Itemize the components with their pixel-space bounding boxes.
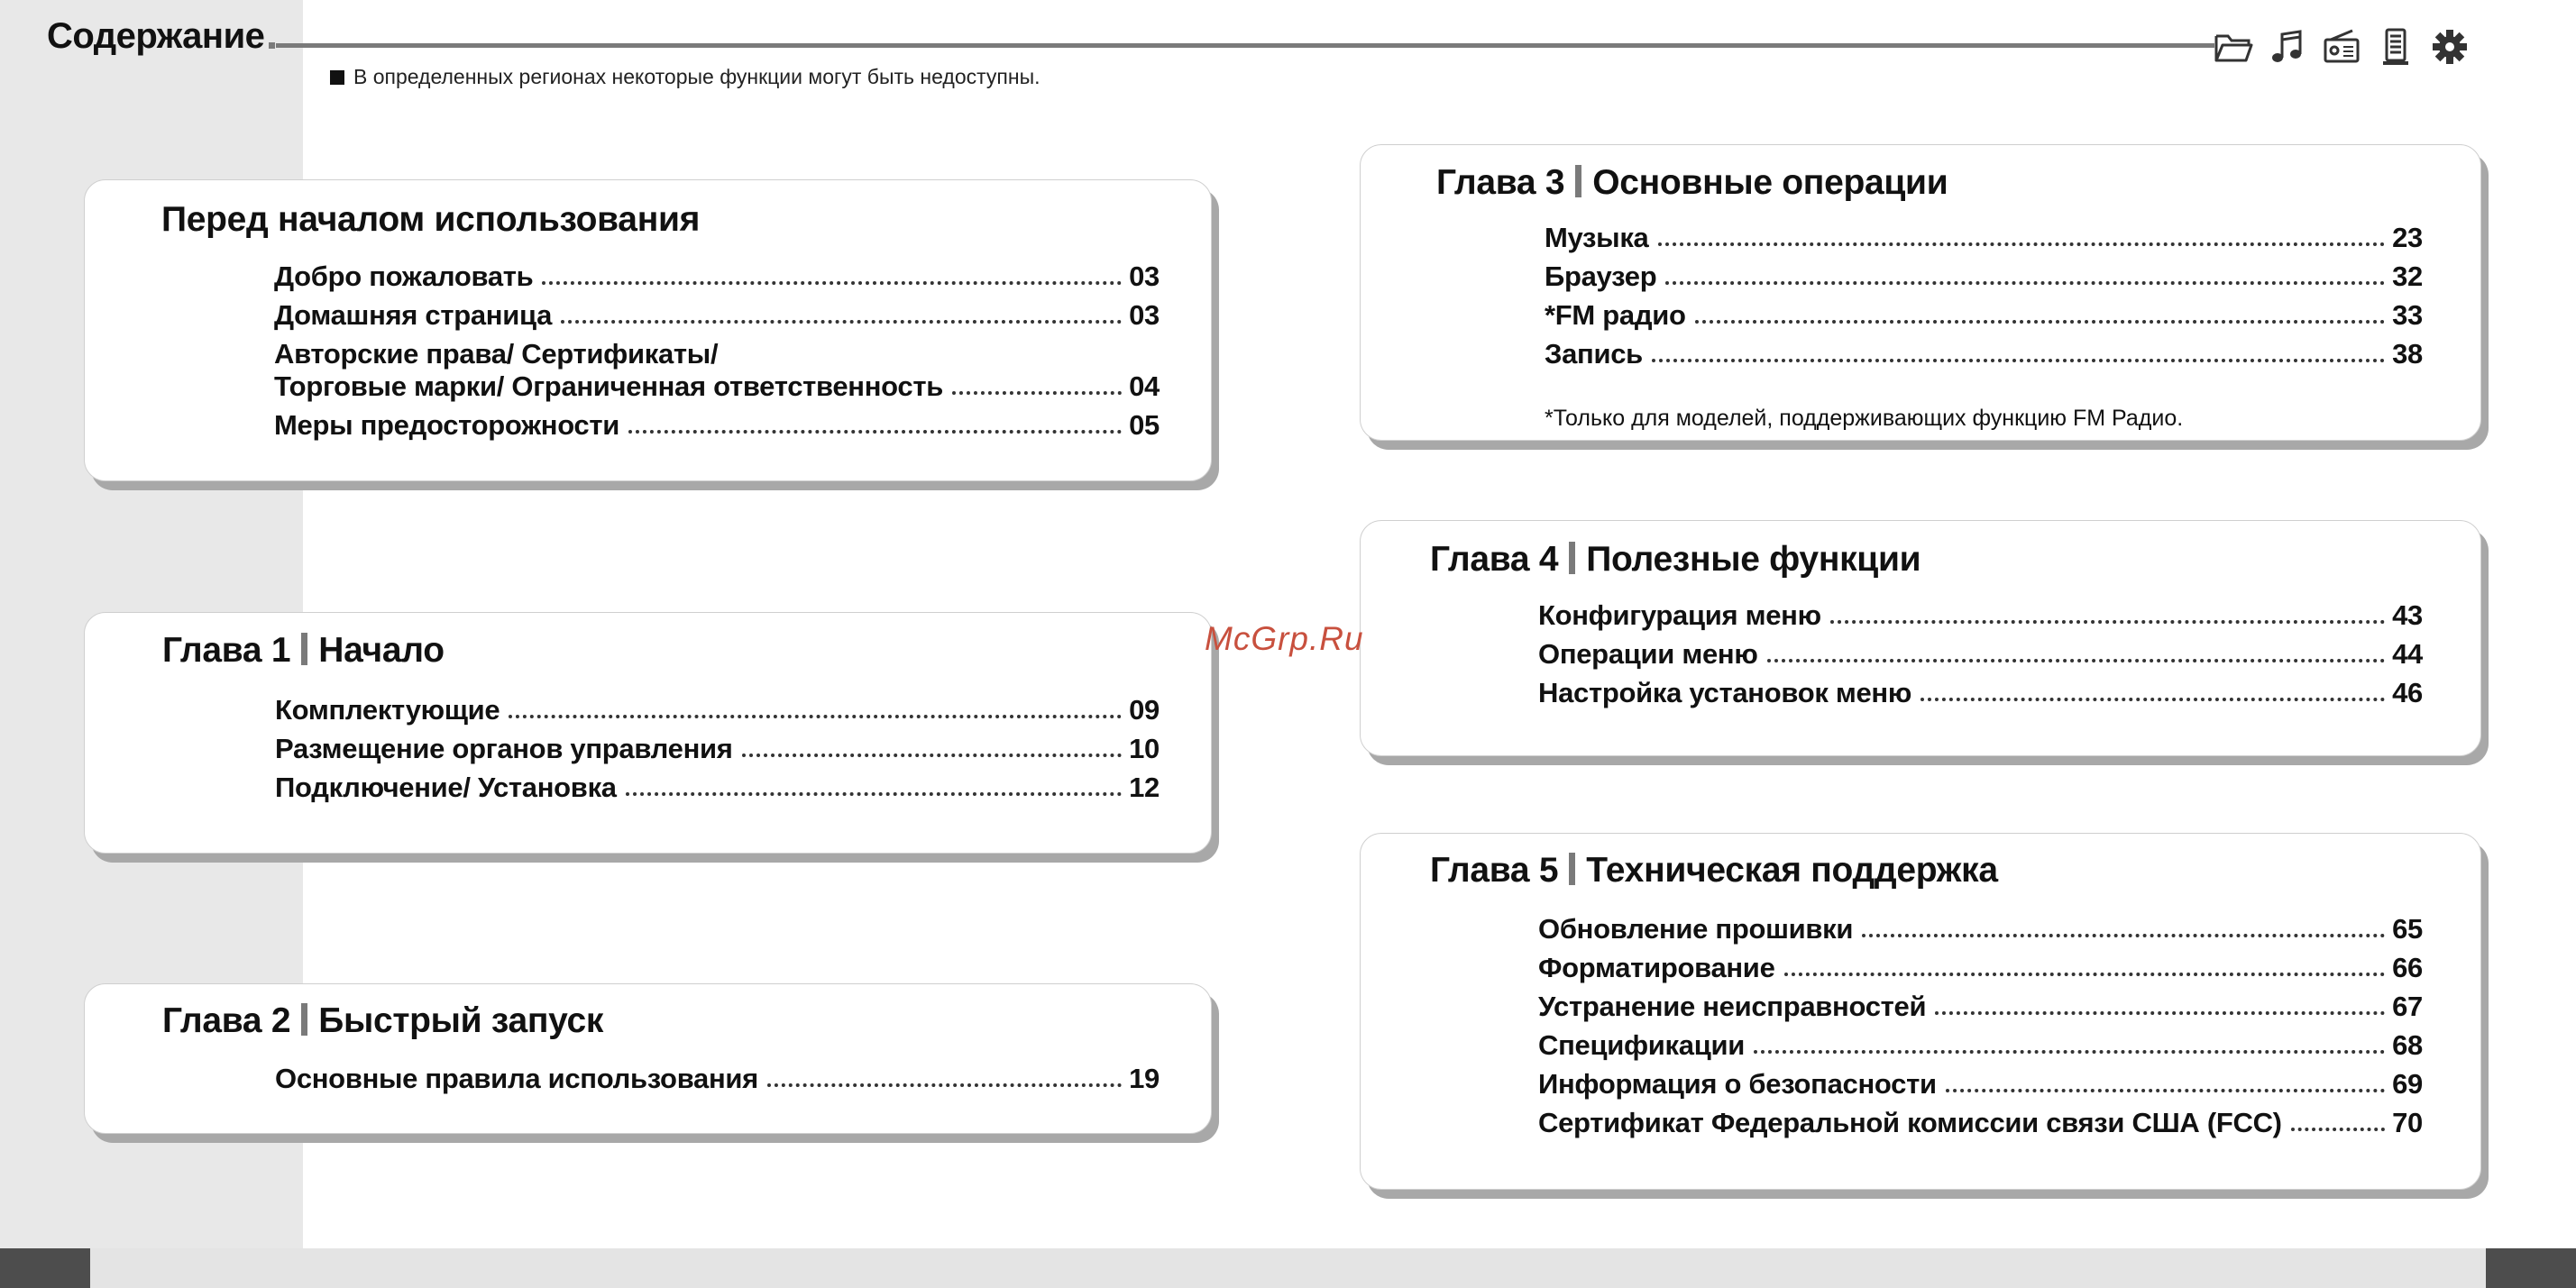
title-rule	[276, 43, 2214, 48]
device-icon[interactable]	[2375, 23, 2416, 70]
dot-leader	[628, 430, 1122, 434]
heading-separator	[301, 633, 307, 665]
chapter-heading	[1430, 540, 1921, 580]
toc-entry-label: Форматирование	[1538, 952, 1775, 983]
toc-entry-label: Настройка установок меню	[1538, 677, 1912, 708]
chapter-heading	[162, 631, 445, 671]
chapter-number: Глава 3	[1436, 163, 1565, 202]
toc-entry-label: Торговые марки/ Ограниченная ответственность	[274, 370, 943, 402]
region-notice	[330, 65, 1040, 89]
toc-entry-page: 10	[1129, 733, 1160, 764]
toc-entry-label: Основные правила использования	[275, 1063, 758, 1094]
toc-entry[interactable]	[274, 260, 1160, 293]
chapter-title: Основные операции	[1592, 163, 1948, 202]
dot-leader	[1935, 1011, 2385, 1015]
toc-entry-page: 03	[1129, 260, 1160, 292]
toc-entry[interactable]	[275, 772, 1160, 804]
toc-entry-page: 03	[1129, 299, 1160, 331]
heading-separator	[1575, 165, 1581, 197]
toc-entry-page: 69	[2392, 1068, 2423, 1100]
toc-entry-label: *FM радио	[1545, 299, 1686, 331]
watermark: McGrp.Ru	[1205, 620, 1364, 657]
chapter-heading	[162, 1001, 603, 1041]
toc-entry-page: 05	[1129, 409, 1160, 441]
toc-entry-label: Запись	[1545, 338, 1643, 370]
toc-entry[interactable]	[1538, 677, 2423, 709]
toc-entry-label: Добро пожаловать	[274, 260, 534, 292]
toc-entry[interactable]	[1538, 599, 2423, 632]
fm-radio-footnote: *Только для моделей, поддерживающих функцию FM Радио.	[1545, 406, 2184, 431]
toc-entry-page: 04	[1129, 370, 1160, 402]
toc-entry-page: 32	[2392, 260, 2423, 292]
bottom-left-tab	[0, 1248, 90, 1288]
toc-entry-label: Авторские права/ Сертификаты/	[274, 338, 719, 370]
toc-entry[interactable]	[1538, 1029, 2423, 1062]
region-notice-text: В определенных регионах некоторые функции могут быть недоступны.	[353, 65, 1040, 88]
bottom-right-tab	[2486, 1248, 2576, 1288]
toc-entry-label: Музыка	[1545, 222, 1649, 253]
toc-entry-page: 46	[2392, 677, 2423, 708]
bottom-band	[0, 1248, 2576, 1288]
section-title	[161, 200, 700, 240]
toc-entry-page: 70	[2392, 1107, 2423, 1138]
heading-separator	[1569, 853, 1575, 885]
toc-entry-label: Меры предосторожности	[274, 409, 620, 441]
toc-entry-page: 66	[2392, 952, 2423, 983]
toc-entry-page: 67	[2392, 991, 2423, 1022]
toc-entry-page: 44	[2392, 638, 2423, 670]
dot-leader	[1830, 620, 2385, 624]
toc-entry-label: Домашняя страница	[274, 299, 553, 331]
toc-entry-label: Подключение/ Установка	[275, 772, 617, 803]
toc-entry[interactable]	[1538, 1107, 2423, 1139]
dot-leader	[2291, 1128, 2385, 1131]
toc-entry-page: 23	[2392, 222, 2423, 253]
toc-entry-label: Информация о безопасности	[1538, 1068, 1937, 1100]
dot-leader	[1652, 359, 2385, 362]
toc-entry[interactable]	[1545, 338, 2423, 370]
toc-entry-label: Конфигурация меню	[1538, 599, 1821, 631]
bullet-square-icon	[330, 70, 344, 85]
toc-entry[interactable]	[275, 733, 1160, 765]
toc-entry-page: 65	[2392, 913, 2423, 945]
toc-entry-page: 12	[1129, 772, 1160, 803]
toc-entry-page: 09	[1129, 694, 1160, 726]
toc-entry-page: 68	[2392, 1029, 2423, 1061]
page-title: Содержание	[47, 16, 265, 56]
toc-entry-label: Устранение неисправностей	[1538, 991, 1927, 1022]
chapter-title: Полезные функции	[1586, 540, 1921, 579]
chapter-title: Техническая поддержка	[1586, 851, 1998, 890]
dot-leader	[1665, 281, 2385, 285]
toc-entry[interactable]	[275, 1063, 1160, 1095]
dot-leader	[1767, 659, 2386, 662]
chapter-title: Быстрый запуск	[318, 1001, 604, 1040]
toc-entry-page: 38	[2392, 338, 2423, 370]
chapter-number: Глава 2	[162, 1001, 291, 1040]
toc-entry-page: 33	[2392, 299, 2423, 331]
chapter-heading	[1436, 163, 1948, 203]
dot-leader	[1946, 1089, 2385, 1092]
dot-leader	[509, 715, 1122, 718]
toc-entry[interactable]	[274, 299, 1160, 332]
dot-leader	[542, 281, 1122, 285]
heading-separator	[301, 1003, 307, 1036]
toc-entry-label: Размещение органов управления	[275, 733, 733, 764]
dot-leader	[952, 391, 1122, 395]
dot-leader	[1784, 973, 2386, 976]
toc-entry-label: Спецификации	[1538, 1029, 1745, 1061]
toc-entry-label: Комплектующие	[275, 694, 500, 726]
toc-entry-page: 19	[1129, 1063, 1160, 1094]
toc-entry[interactable]	[275, 694, 1160, 726]
chapter-number: Глава 1	[162, 631, 291, 670]
chapter-heading	[1430, 851, 1998, 891]
toc-entry-page: 43	[2392, 599, 2423, 631]
chapter-title: Начало	[318, 631, 445, 670]
dot-leader	[561, 320, 1122, 324]
dot-leader	[626, 792, 1122, 796]
dot-leader	[767, 1083, 1122, 1087]
chapter-number: Глава 5	[1430, 851, 1559, 890]
dot-leader	[1658, 242, 2386, 246]
toc-entry-label: Браузер	[1545, 260, 1657, 292]
gear-icon[interactable]	[2429, 23, 2471, 70]
toc-entry[interactable]	[1538, 991, 2423, 1023]
dot-leader	[1862, 934, 2385, 937]
folder-icon[interactable]	[2213, 23, 2254, 70]
nav-icons	[2213, 23, 2471, 70]
toc-entry[interactable]	[1545, 260, 2423, 293]
toc-entry[interactable]	[1538, 638, 2423, 671]
toc-entry[interactable]	[274, 370, 1160, 403]
section-title-text: Перед началом использования	[161, 200, 701, 239]
toc-entry[interactable]	[1545, 222, 2423, 254]
toc-entry-label: Операции меню	[1538, 638, 1758, 670]
chapter-number: Глава 4	[1430, 540, 1559, 579]
dot-leader	[1754, 1050, 2385, 1054]
toc-entry[interactable]	[1538, 1068, 2423, 1101]
toc-entry-line1[interactable]	[274, 338, 718, 370]
toc-entry[interactable]	[274, 409, 1160, 442]
toc-entry[interactable]	[1545, 299, 2423, 332]
toc-entry[interactable]	[1538, 952, 2423, 984]
toc-entry-label: Сертификат Федеральной комиссии связи США (FCC)	[1538, 1107, 2282, 1138]
music-note-icon[interactable]	[2267, 23, 2308, 70]
toc-entry[interactable]	[1538, 913, 2423, 945]
dot-leader	[1921, 698, 2385, 701]
radio-icon[interactable]	[2321, 23, 2362, 70]
dot-leader	[1695, 320, 2386, 324]
dot-leader	[742, 754, 1123, 757]
heading-separator	[1569, 542, 1575, 574]
toc-entry-label: Обновление прошивки	[1538, 913, 1854, 945]
